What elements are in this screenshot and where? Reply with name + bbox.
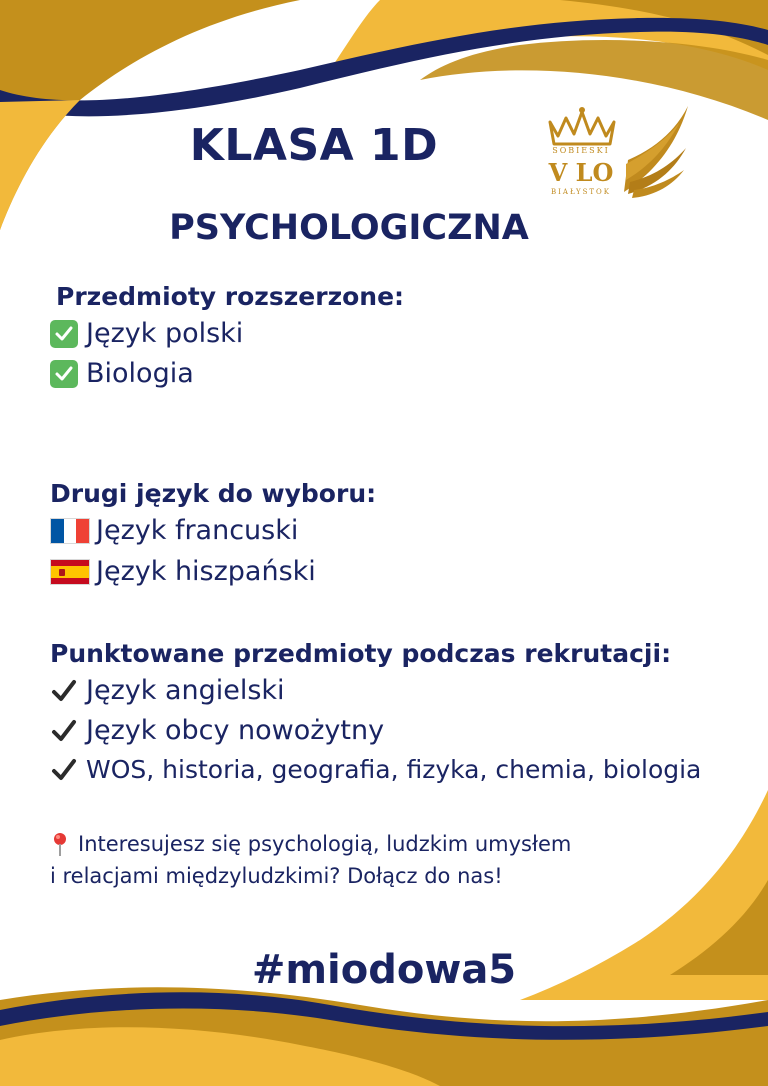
scored-subjects-heading: Punktowane przedmioty podczas rekrutacji: <box>50 639 672 668</box>
checkmark-icon <box>50 717 78 745</box>
extended-subject-label: Język polski <box>86 318 244 349</box>
page-title: KLASA 1D <box>189 120 439 171</box>
list-item <box>50 556 316 587</box>
extended-subjects-heading: Przedmioty rozszerzone: <box>56 282 405 311</box>
green-check-icon <box>50 320 78 348</box>
page-subtitle: PSYCHOLOGICZNA <box>169 208 529 248</box>
checkmark-icon <box>50 677 78 705</box>
list-item <box>50 755 701 784</box>
green-check-icon <box>50 360 78 388</box>
hashtag: #miodowa5 <box>251 947 517 993</box>
language-label: Język francuski <box>96 515 299 546</box>
logo-top-text: SOBIESKI <box>552 146 610 155</box>
scored-subject-label: Język obcy nowożytny <box>86 715 385 746</box>
second-language-heading: Drugi język do wyboru: <box>50 479 377 508</box>
logo-bottom-text: BIAŁYSTOK <box>551 188 611 196</box>
checkmark-icon <box>50 756 78 784</box>
scored-subject-label: WOS, historia, geografia, fizyka, chemia, biologia <box>86 755 702 784</box>
note-line-1: Interesujesz się psychologią, ludzkim umysłem <box>78 832 572 856</box>
list-item <box>50 515 298 546</box>
scored-subject-label: Język angielski <box>86 675 285 706</box>
list-item <box>50 358 194 389</box>
pin-icon <box>50 831 70 857</box>
spain-flag-icon <box>50 559 90 585</box>
logo-main-text: V LO <box>548 158 614 187</box>
list-item <box>50 715 384 746</box>
france-flag-icon <box>50 518 90 544</box>
list-item <box>50 318 243 349</box>
language-label: Język hiszpański <box>96 556 316 587</box>
extended-subject-label: Biologia <box>86 358 194 389</box>
note-line-2: i relacjami międzyludzkimi? Dołącz do nas! <box>50 864 503 888</box>
list-item <box>50 675 285 706</box>
invitation-note <box>50 828 571 892</box>
